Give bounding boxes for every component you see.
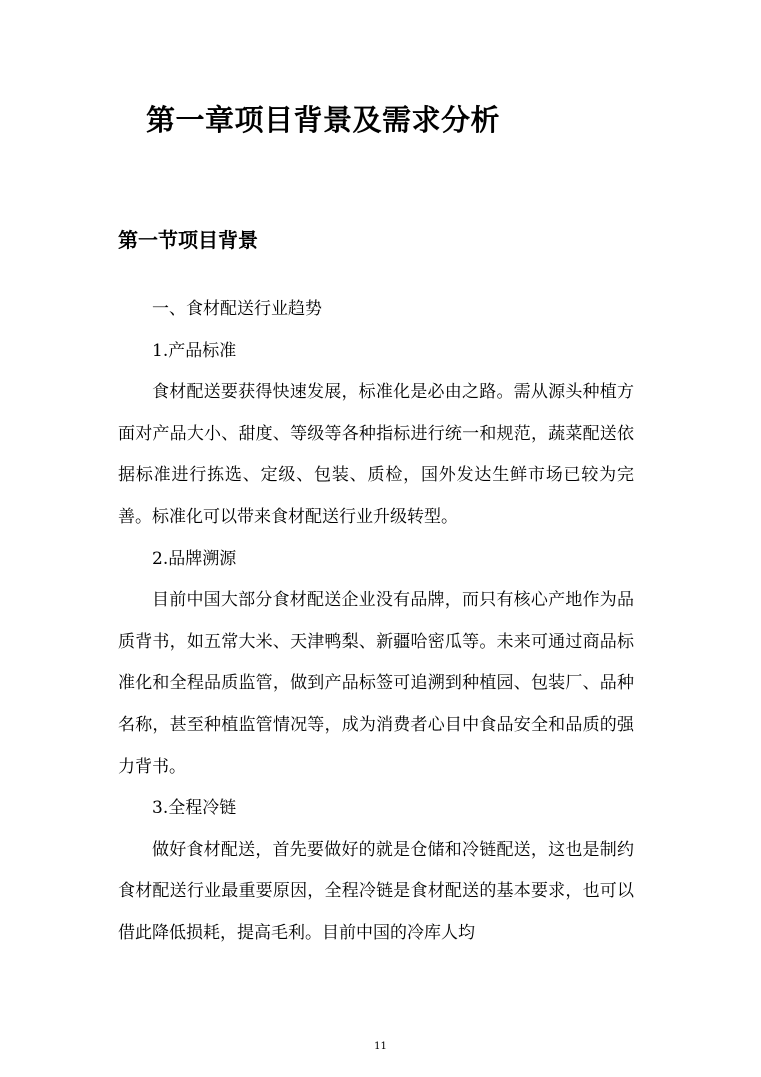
paragraph-product-standard: 食材配送要获得快速发展，标准化是必由之路。需从源头种植方面对产品大小、甜度、等级等各种指标进行统一和规范，蔬菜配送依据标准进行拣选、定级、包装、质检，国外发达生鲜市场已较为完善。标准化可以带来食材配送行业升级转型。 bbox=[118, 382, 634, 527]
item-heading-product-standard: 1.产品标准 bbox=[152, 340, 237, 361]
paragraph-cold-chain: 做好食材配送，首先要做好的就是仓储和冷链配送，这也是制约食材配送行业最重要原因，全程冷链是食材配送的基本要求，也可以借此降低损耗，提高毛利。目前中国的冷库人均 bbox=[118, 839, 634, 943]
item-heading-cold-chain: 3.全程冷链 bbox=[152, 798, 237, 819]
section-title: 第一节项目背景 bbox=[118, 228, 258, 252]
body-text bbox=[118, 289, 634, 955]
page-number: 11 bbox=[374, 1041, 387, 1052]
subsection-title: 一、食材配送行业趋势 bbox=[152, 299, 322, 319]
paragraph-brand-traceability: 目前中国大部分食材配送企业没有品牌，而只有核心产地作为品质背书，如五常大米、天津鸭梨、新疆哈密瓜等。未来可通过商品标准化和全程品质监管，做到产品标签可追溯到种植园、包装厂、品种名称，甚至种植监管情况等，成为消费者心目中食品安全和品质的强力背书。 bbox=[118, 590, 634, 777]
item-heading-brand-traceability: 2.品牌溯源 bbox=[152, 548, 237, 569]
chapter-title: 第一章项目背景及需求分析 bbox=[146, 103, 501, 137]
